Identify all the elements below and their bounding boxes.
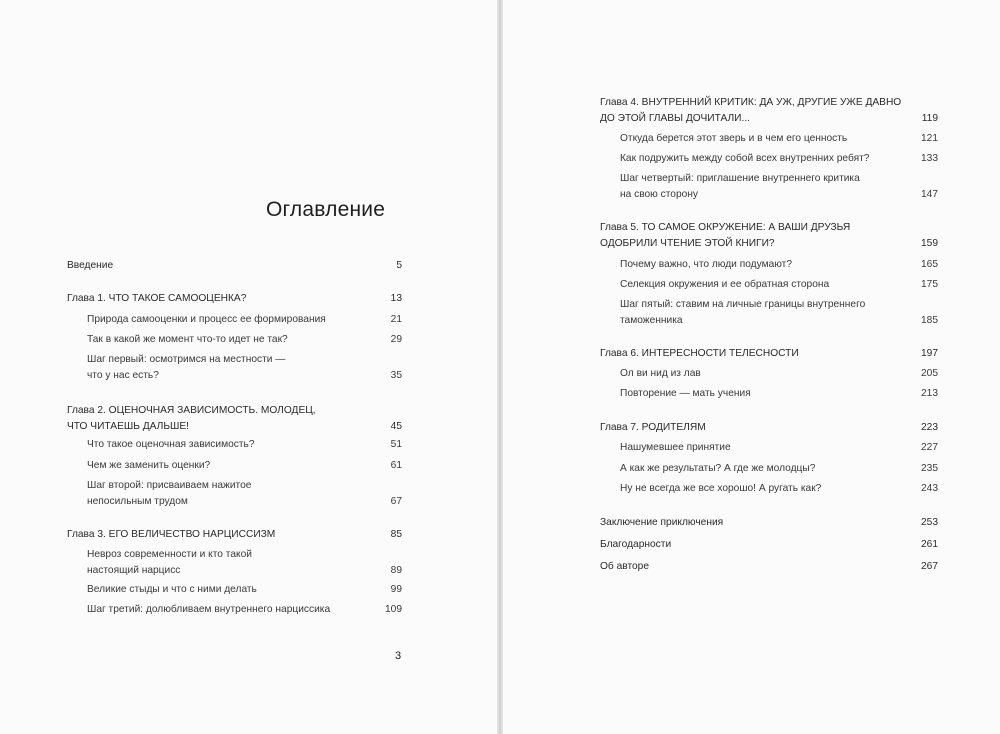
- toc-page-number: 185: [921, 315, 938, 326]
- toc-entry-title-line: Глава 5. ТО САМОЕ ОКРУЖЕНИЕ: А ВАШИ ДРУЗЬЯ: [600, 222, 851, 233]
- toc-entry-title-line: Откуда берется этот зверь и в чем его ценность: [620, 133, 848, 144]
- toc-entry-title-line: Чем же заменить оценки?: [87, 460, 211, 471]
- toc-page-number: 13: [390, 293, 402, 304]
- toc-page-number: 197: [921, 348, 938, 359]
- toc-page-number: 213: [921, 388, 938, 399]
- toc-page-number: 35: [390, 370, 402, 381]
- toc-page-number: 119: [921, 113, 938, 124]
- toc-title: Оглавление: [266, 198, 386, 221]
- toc-entry-title-line: Глава 1. ЧТО ТАКОЕ САМООЦЕНКА?: [67, 293, 247, 304]
- toc-page-number: 159: [921, 238, 938, 249]
- toc-chapter-entry: [600, 559, 938, 575]
- toc-page-number: 253: [921, 517, 938, 528]
- toc-subentry: [87, 582, 402, 598]
- toc-subentry: [620, 151, 938, 167]
- toc-entry-title-line: Глава 2. ОЦЕНОЧНАЯ ЗАВИСИМОСТЬ. МОЛОДЕЦ,: [67, 405, 316, 416]
- toc-page-number: 67: [390, 496, 402, 507]
- toc-chapter-entry: [600, 420, 938, 436]
- toc-entry-title-line: Ол ви нид из лав: [620, 368, 701, 379]
- toc-page-number: 5: [396, 260, 402, 271]
- toc-subentry: [87, 478, 402, 510]
- toc-entry-title-line: Шаг третий: долюбливаем внутреннего нарциссика: [87, 604, 331, 615]
- toc-entry-title-line: А как же результаты? А где же молодцы?: [620, 463, 816, 474]
- toc-page-number: 89: [390, 565, 402, 576]
- toc-entry-title-line: Почему важно, что люди подумают?: [620, 259, 792, 270]
- toc-entry-title-line: Глава 6. ИНТЕРЕСНОСТИ ТЕЛЕСНОСТИ: [600, 348, 799, 359]
- toc-entry-title-line: Глава 4. ВНУТРЕННИЙ КРИТИК: ДА УЖ, ДРУГИЕ УЖЕ ДАВНО: [600, 97, 902, 108]
- toc-chapter-entry: [67, 291, 402, 307]
- toc-entry-title-line: Ну не всегда же все хорошо! А ругать как?: [620, 483, 822, 494]
- toc-entry-title-line: Великие стыды и что с ними делать: [87, 584, 257, 595]
- toc-page-number: 267: [921, 561, 938, 572]
- toc-page-number: 235: [921, 463, 938, 474]
- toc-chapter-entry: [67, 258, 402, 274]
- toc-chapter-entry: [600, 537, 938, 553]
- toc-subentry: [620, 440, 938, 456]
- toc-entry-title-line: Глава 7. РОДИТЕЛЯМ: [600, 422, 706, 433]
- toc-subentry: [620, 481, 938, 497]
- toc-subentry: [620, 257, 938, 273]
- toc-subentry: [87, 437, 402, 453]
- toc-subentry: [620, 277, 938, 293]
- toc-subentry: [620, 297, 938, 329]
- toc-chapter-entry: [600, 95, 938, 127]
- toc-chapter-entry: [67, 403, 402, 435]
- toc-entry-title-line: таможенника: [620, 315, 683, 326]
- toc-page-number: 109: [385, 604, 402, 615]
- toc-chapter-entry: [600, 220, 938, 252]
- toc-subentry: [87, 332, 402, 348]
- toc-page-number: 21: [390, 314, 402, 325]
- toc-entry-title-line: Шаг четвертый: приглашение внутреннего критика: [620, 173, 860, 184]
- toc-chapter-entry: [600, 515, 938, 531]
- toc-subentry: [620, 131, 938, 147]
- toc-subentry: [87, 458, 402, 474]
- toc-page-number: 99: [390, 584, 402, 595]
- toc-entry-title-line: Невроз современности и кто такой: [87, 549, 252, 560]
- toc-subentry: [620, 171, 938, 203]
- toc-entry-title-line: Благодарности: [600, 539, 672, 550]
- toc-page-number: 175: [921, 279, 938, 290]
- toc-entry-title-line: Селекция окружения и ее обратная сторона: [620, 279, 830, 290]
- toc-subentry: [87, 547, 402, 579]
- toc-page-number: 243: [921, 483, 938, 494]
- toc-page-number: 133: [921, 153, 938, 164]
- toc-page-number: 165: [921, 259, 938, 270]
- toc-subentry: [87, 352, 402, 384]
- toc-chapter-entry: [600, 346, 938, 362]
- toc-page-number: 45: [390, 421, 402, 432]
- toc-chapter-entry: [67, 527, 402, 543]
- toc-entry-title-line: Глава 3. ЕГО ВЕЛИЧЕСТВО НАРЦИССИЗМ: [67, 529, 276, 540]
- toc-page-number: 51: [390, 439, 402, 450]
- toc-entry-title-line: непосильным трудом: [87, 496, 188, 507]
- toc-entry-title-line: Шаг второй: присваиваем нажитое: [87, 480, 252, 491]
- toc-page-number: 61: [390, 460, 402, 471]
- toc-entry-title-line: на свою сторону: [620, 189, 699, 200]
- toc-subentry: [620, 366, 938, 382]
- toc-entry-title-line: ОДОБРИЛИ ЧТЕНИЕ ЭТОЙ КНИГИ?: [600, 238, 775, 249]
- toc-page-number: 223: [921, 422, 938, 433]
- toc-entry-title-line: ЧТО ЧИТАЕШЬ ДАЛЬШЕ!: [67, 421, 190, 432]
- toc-entry-title-line: Как подружить между собой всех внутренних ребят?: [620, 153, 870, 164]
- toc-subentry: [87, 312, 402, 328]
- toc-entry-title-line: что у нас есть?: [87, 370, 159, 381]
- toc-entry-title-line: Повторение — мать учения: [620, 388, 751, 399]
- right-page: [503, 0, 1000, 734]
- toc-entry-title-line: Об авторе: [600, 561, 649, 572]
- toc-entry-title-line: настоящий нарцисс: [87, 565, 181, 576]
- toc-entry-title-line: Нашумевшее принятие: [620, 442, 731, 453]
- toc-entry-title-line: Шаг первый: осмотримся на местности —: [87, 354, 286, 365]
- toc-entry-title-line: Введение: [67, 260, 114, 271]
- toc-subentry: [620, 386, 938, 402]
- toc-page-number: 121: [921, 133, 938, 144]
- toc-subentry: [620, 461, 938, 477]
- toc-page-number: 261: [921, 539, 938, 550]
- toc-entry-title-line: Шаг пятый: ставим на личные границы внутреннего: [620, 299, 866, 310]
- toc-page-number: 227: [921, 442, 938, 453]
- toc-entry-title-line: Заключение приключения: [600, 517, 724, 528]
- toc-entry-title-line: Природа самооценки и процесс ее формирования: [87, 314, 326, 325]
- toc-entry-title-line: Так в какой же момент что-то идет не так?: [87, 334, 288, 345]
- toc-page-number: 85: [390, 529, 402, 540]
- page-number: 3: [395, 650, 402, 662]
- toc-subentry: [87, 602, 402, 618]
- toc-entry-title-line: Что такое оценочная зависимость?: [87, 439, 255, 450]
- toc-page-number: 29: [390, 334, 402, 345]
- toc-entry-title-line: ДО ЭТОЙ ГЛАВЫ ДОЧИТАЛИ...: [600, 113, 751, 124]
- left-page: [0, 0, 497, 734]
- toc-page-number: 205: [921, 368, 938, 379]
- toc-page-number: 147: [921, 189, 938, 200]
